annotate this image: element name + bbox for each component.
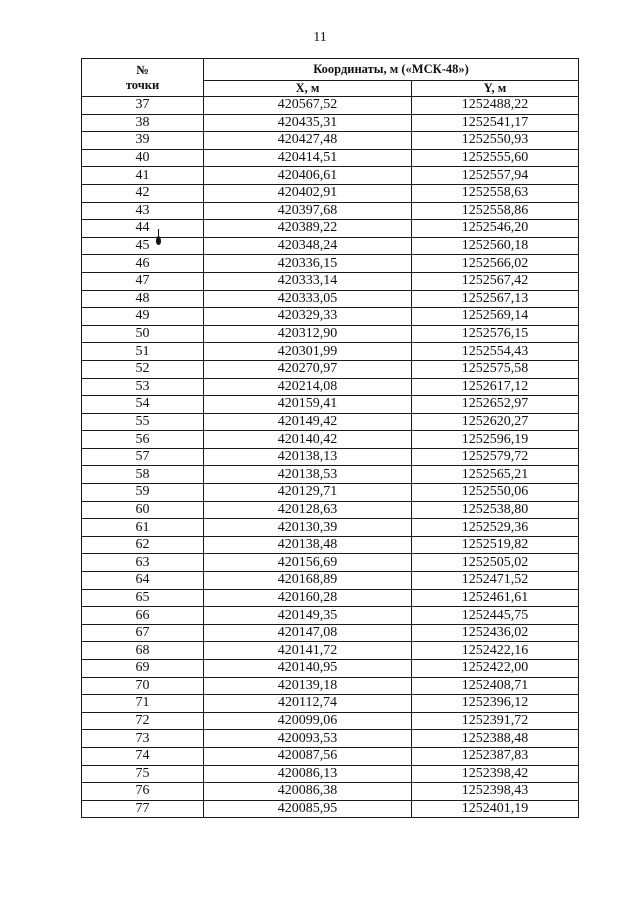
y-coordinate-cell: 1252575,58 bbox=[412, 360, 579, 378]
table-body bbox=[82, 97, 579, 818]
coordinates-table bbox=[81, 58, 579, 818]
y-coordinate-cell: 1252567,42 bbox=[412, 272, 579, 290]
x-coordinate-cell: 420140,95 bbox=[204, 660, 412, 678]
y-coordinate-cell: 1252652,97 bbox=[412, 396, 579, 414]
x-coordinate-cell: 420099,06 bbox=[204, 712, 412, 730]
point-number-cell: 45 bbox=[82, 237, 204, 255]
point-number-cell: 70 bbox=[82, 677, 204, 695]
table-row bbox=[82, 184, 579, 202]
table-row bbox=[82, 660, 579, 678]
x-coordinate-cell: 420168,89 bbox=[204, 572, 412, 590]
point-number-cell: 38 bbox=[82, 114, 204, 132]
y-coordinate-cell: 1252550,93 bbox=[412, 132, 579, 150]
table-row bbox=[82, 695, 579, 713]
y-coordinate-cell: 1252541,17 bbox=[412, 114, 579, 132]
y-coordinate-cell: 1252398,43 bbox=[412, 783, 579, 801]
y-coordinate-cell: 1252555,60 bbox=[412, 149, 579, 167]
y-coordinate-cell: 1252396,12 bbox=[412, 695, 579, 713]
point-number-cell: 74 bbox=[82, 747, 204, 765]
table-row bbox=[82, 167, 579, 185]
table-row bbox=[82, 220, 579, 238]
table-row bbox=[82, 519, 579, 537]
point-number-cell: 39 bbox=[82, 132, 204, 150]
table-row bbox=[82, 484, 579, 502]
x-coordinate-cell: 420336,15 bbox=[204, 255, 412, 273]
x-column-header: X, м bbox=[204, 81, 412, 97]
point-number-cell: 72 bbox=[82, 712, 204, 730]
table-row bbox=[82, 290, 579, 308]
table-row bbox=[82, 783, 579, 801]
x-coordinate-cell: 420406,61 bbox=[204, 167, 412, 185]
y-coordinate-cell: 1252579,72 bbox=[412, 448, 579, 466]
point-number-cell: 76 bbox=[82, 783, 204, 801]
point-number-header-label: точки bbox=[125, 77, 160, 92]
y-coordinate-cell: 1252461,61 bbox=[412, 589, 579, 607]
y-coordinate-cell: 1252387,83 bbox=[412, 747, 579, 765]
x-coordinate-cell: 420333,05 bbox=[204, 290, 412, 308]
point-number-cell: 53 bbox=[82, 378, 204, 396]
x-coordinate-cell: 420312,90 bbox=[204, 325, 412, 343]
x-coordinate-cell: 420329,33 bbox=[204, 308, 412, 326]
table-row bbox=[82, 765, 579, 783]
y-coordinate-cell: 1252408,71 bbox=[412, 677, 579, 695]
x-coordinate-cell: 420156,69 bbox=[204, 554, 412, 572]
y-coordinate-cell: 1252567,13 bbox=[412, 290, 579, 308]
table-row bbox=[82, 378, 579, 396]
point-number-cell: 61 bbox=[82, 519, 204, 537]
coordinates-header: Координаты, м («МСК-48») bbox=[204, 59, 579, 81]
x-coordinate-cell: 420139,18 bbox=[204, 677, 412, 695]
table-row bbox=[82, 448, 579, 466]
x-coordinate-cell: 420138,13 bbox=[204, 448, 412, 466]
y-coordinate-cell: 1252529,36 bbox=[412, 519, 579, 537]
ink-blot-mark bbox=[156, 236, 161, 245]
x-coordinate-cell: 420333,14 bbox=[204, 272, 412, 290]
point-number-cell: 58 bbox=[82, 466, 204, 484]
point-number-cell: 54 bbox=[82, 396, 204, 414]
x-coordinate-cell: 420301,99 bbox=[204, 343, 412, 361]
point-number-cell: 52 bbox=[82, 360, 204, 378]
point-number-cell: 66 bbox=[82, 607, 204, 625]
point-number-cell: 69 bbox=[82, 660, 204, 678]
point-number-cell: 41 bbox=[82, 167, 204, 185]
point-number-cell: 60 bbox=[82, 501, 204, 519]
point-number-header bbox=[82, 59, 204, 97]
table-row bbox=[82, 396, 579, 414]
y-coordinate-cell: 1252445,75 bbox=[412, 607, 579, 625]
y-coordinate-cell: 1252566,02 bbox=[412, 255, 579, 273]
table-row bbox=[82, 114, 579, 132]
x-coordinate-cell: 420160,28 bbox=[204, 589, 412, 607]
point-number-cell: 49 bbox=[82, 308, 204, 326]
y-coordinate-cell: 1252422,00 bbox=[412, 660, 579, 678]
table-row bbox=[82, 607, 579, 625]
point-number-cell: 59 bbox=[82, 484, 204, 502]
table-row bbox=[82, 642, 579, 660]
table-row bbox=[82, 730, 579, 748]
x-coordinate-cell: 420414,51 bbox=[204, 149, 412, 167]
point-number-cell: 46 bbox=[82, 255, 204, 273]
y-coordinate-cell: 1252471,52 bbox=[412, 572, 579, 590]
y-coordinate-cell: 1252565,21 bbox=[412, 466, 579, 484]
x-coordinate-cell: 420085,95 bbox=[204, 800, 412, 818]
x-coordinate-cell: 420402,91 bbox=[204, 184, 412, 202]
point-number-cell: 40 bbox=[82, 149, 204, 167]
point-number-cell: 50 bbox=[82, 325, 204, 343]
point-number-cell: 75 bbox=[82, 765, 204, 783]
table-row bbox=[82, 360, 579, 378]
x-coordinate-cell: 420138,48 bbox=[204, 536, 412, 554]
point-number-cell: 48 bbox=[82, 290, 204, 308]
point-number-cell: 47 bbox=[82, 272, 204, 290]
y-coordinate-cell: 1252401,19 bbox=[412, 800, 579, 818]
point-number-cell: 64 bbox=[82, 572, 204, 590]
y-coordinate-cell: 1252422,16 bbox=[412, 642, 579, 660]
x-coordinate-cell: 420112,74 bbox=[204, 695, 412, 713]
point-number-cell: 62 bbox=[82, 536, 204, 554]
x-coordinate-cell: 420138,53 bbox=[204, 466, 412, 484]
point-number-cell: 71 bbox=[82, 695, 204, 713]
point-number-cell: 42 bbox=[82, 184, 204, 202]
y-coordinate-cell: 1252558,86 bbox=[412, 202, 579, 220]
table-row bbox=[82, 272, 579, 290]
point-number-cell: 67 bbox=[82, 624, 204, 642]
x-coordinate-cell: 420348,24 bbox=[204, 237, 412, 255]
table-row bbox=[82, 149, 579, 167]
x-coordinate-cell: 420086,38 bbox=[204, 783, 412, 801]
point-number-cell: 57 bbox=[82, 448, 204, 466]
table-row bbox=[82, 325, 579, 343]
y-coordinate-cell: 1252557,94 bbox=[412, 167, 579, 185]
y-coordinate-cell: 1252398,42 bbox=[412, 765, 579, 783]
y-coordinate-cell: 1252569,14 bbox=[412, 308, 579, 326]
table-row bbox=[82, 624, 579, 642]
y-coordinate-cell: 1252388,48 bbox=[412, 730, 579, 748]
x-coordinate-cell: 420147,08 bbox=[204, 624, 412, 642]
y-coordinate-cell: 1252554,43 bbox=[412, 343, 579, 361]
point-number-cell: 51 bbox=[82, 343, 204, 361]
x-coordinate-cell: 420128,63 bbox=[204, 501, 412, 519]
table-row bbox=[82, 554, 579, 572]
y-coordinate-cell: 1252505,02 bbox=[412, 554, 579, 572]
table-row bbox=[82, 343, 579, 361]
point-number-header-symbol: № bbox=[136, 62, 149, 77]
x-coordinate-cell: 420270,97 bbox=[204, 360, 412, 378]
table-row bbox=[82, 255, 579, 273]
x-coordinate-cell: 420149,42 bbox=[204, 413, 412, 431]
table-row bbox=[82, 132, 579, 150]
x-coordinate-cell: 420435,31 bbox=[204, 114, 412, 132]
y-coordinate-cell: 1252550,06 bbox=[412, 484, 579, 502]
point-number-cell: 56 bbox=[82, 431, 204, 449]
table-row bbox=[82, 413, 579, 431]
y-coordinate-cell: 1252519,82 bbox=[412, 536, 579, 554]
y-coordinate-cell: 1252576,15 bbox=[412, 325, 579, 343]
y-coordinate-cell: 1252538,80 bbox=[412, 501, 579, 519]
point-number-cell: 65 bbox=[82, 589, 204, 607]
table-header bbox=[82, 59, 579, 97]
x-coordinate-cell: 420093,53 bbox=[204, 730, 412, 748]
x-coordinate-cell: 420397,68 bbox=[204, 202, 412, 220]
y-coordinate-cell: 1252391,72 bbox=[412, 712, 579, 730]
x-coordinate-cell: 420087,56 bbox=[204, 747, 412, 765]
x-coordinate-cell: 420140,42 bbox=[204, 431, 412, 449]
y-coordinate-cell: 1252488,22 bbox=[412, 97, 579, 115]
x-coordinate-cell: 420159,41 bbox=[204, 396, 412, 414]
point-number-cell: 37 bbox=[82, 97, 204, 115]
table-row bbox=[82, 97, 579, 115]
table-row bbox=[82, 202, 579, 220]
x-coordinate-cell: 420129,71 bbox=[204, 484, 412, 502]
x-coordinate-cell: 420149,35 bbox=[204, 607, 412, 625]
x-coordinate-cell: 420141,72 bbox=[204, 642, 412, 660]
point-number-cell: 44 bbox=[82, 220, 204, 238]
y-coordinate-cell: 1252436,02 bbox=[412, 624, 579, 642]
point-number-cell: 55 bbox=[82, 413, 204, 431]
table-row bbox=[82, 431, 579, 449]
table-row bbox=[82, 572, 579, 590]
x-coordinate-cell: 420567,52 bbox=[204, 97, 412, 115]
table-row bbox=[82, 536, 579, 554]
y-coordinate-cell: 1252596,19 bbox=[412, 431, 579, 449]
table-row bbox=[82, 466, 579, 484]
scan-mark bbox=[158, 229, 159, 236]
y-coordinate-cell: 1252617,12 bbox=[412, 378, 579, 396]
x-coordinate-cell: 420086,13 bbox=[204, 765, 412, 783]
y-coordinate-cell: 1252560,18 bbox=[412, 237, 579, 255]
point-number-cell: 77 bbox=[82, 800, 204, 818]
table-row bbox=[82, 747, 579, 765]
point-number-cell: 43 bbox=[82, 202, 204, 220]
page-number: 11 bbox=[313, 30, 327, 45]
point-number-cell: 63 bbox=[82, 554, 204, 572]
x-coordinate-cell: 420130,39 bbox=[204, 519, 412, 537]
point-number-cell: 68 bbox=[82, 642, 204, 660]
point-number-cell: 73 bbox=[82, 730, 204, 748]
y-column-header: Y, м bbox=[412, 81, 579, 97]
table-row bbox=[82, 308, 579, 326]
y-coordinate-cell: 1252620,27 bbox=[412, 413, 579, 431]
table-row bbox=[82, 712, 579, 730]
table-row bbox=[82, 800, 579, 818]
y-coordinate-cell: 1252546,20 bbox=[412, 220, 579, 238]
table-row bbox=[82, 501, 579, 519]
y-coordinate-cell: 1252558,63 bbox=[412, 184, 579, 202]
x-coordinate-cell: 420214,08 bbox=[204, 378, 412, 396]
table-row bbox=[82, 677, 579, 695]
x-coordinate-cell: 420389,22 bbox=[204, 220, 412, 238]
table-row bbox=[82, 589, 579, 607]
x-coordinate-cell: 420427,48 bbox=[204, 132, 412, 150]
